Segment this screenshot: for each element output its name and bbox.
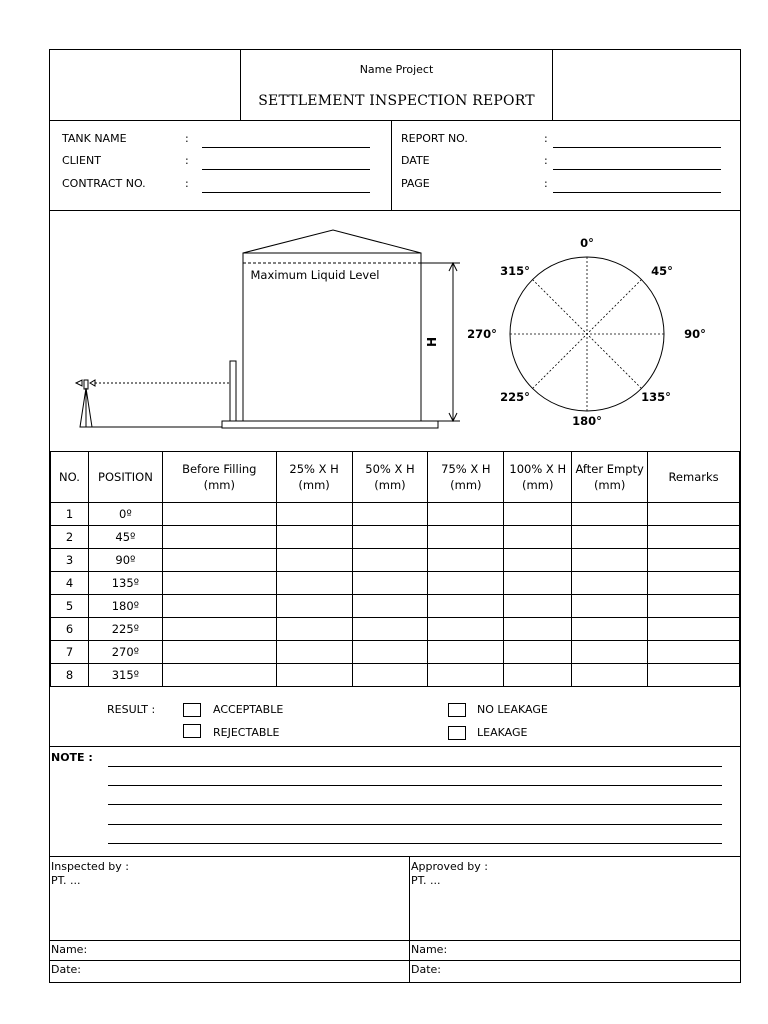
table-row xyxy=(51,618,740,641)
row-number: 6 xyxy=(51,618,89,641)
measurement-cell[interactable] xyxy=(162,618,276,641)
measurement-cell[interactable] xyxy=(648,526,740,549)
table-row xyxy=(51,549,740,572)
angle-270: 270° xyxy=(467,327,497,341)
table-header-row xyxy=(51,452,740,503)
measurement-cell[interactable] xyxy=(276,641,352,664)
measurement-cell[interactable] xyxy=(276,526,352,549)
measurement-cell[interactable] xyxy=(572,618,648,641)
header-divider-right xyxy=(552,50,553,121)
result-separator xyxy=(50,746,740,747)
header-label: 75% X H xyxy=(441,462,491,476)
table-row xyxy=(51,572,740,595)
approved-company: PT. ... xyxy=(411,874,441,887)
col-100-percent xyxy=(504,452,572,503)
measurement-cell[interactable] xyxy=(352,526,428,549)
col-no xyxy=(51,452,89,503)
row-position: 135º xyxy=(88,572,162,595)
header-unit: (mm) xyxy=(522,478,554,492)
client-label: CLIENT xyxy=(62,154,101,167)
header-label: NO. xyxy=(59,470,80,484)
measurement-cell[interactable] xyxy=(504,641,572,664)
measurement-cell[interactable] xyxy=(428,618,504,641)
approver-name-label: Name: xyxy=(411,943,448,956)
rejectable-label: REJECTABLE xyxy=(213,726,280,739)
header-label: 50% X H xyxy=(365,462,415,476)
tank-roof xyxy=(243,230,421,253)
approver-date-label: Date: xyxy=(411,963,441,976)
row-position: 0º xyxy=(88,503,162,526)
measurement-cell[interactable] xyxy=(162,595,276,618)
measurement-cell[interactable] xyxy=(572,503,648,526)
measurement-cell[interactable] xyxy=(162,664,276,687)
colon: : xyxy=(544,177,548,190)
header-label: Remarks xyxy=(668,470,719,484)
measurement-cell[interactable] xyxy=(352,503,428,526)
measurement-cell[interactable] xyxy=(352,572,428,595)
measurement-cell[interactable] xyxy=(648,572,740,595)
header-label: After Empty xyxy=(575,462,644,476)
tank-name-label: TANK NAME xyxy=(62,132,127,145)
measurement-cell[interactable] xyxy=(162,503,276,526)
col-remarks xyxy=(648,452,740,503)
measurement-cell[interactable] xyxy=(572,641,648,664)
col-25-percent xyxy=(276,452,352,503)
row-number: 4 xyxy=(51,572,89,595)
report-no-label: REPORT NO. xyxy=(401,132,468,145)
measurement-cell[interactable] xyxy=(276,549,352,572)
info-divider xyxy=(391,120,392,210)
inspector-name-label: Name: xyxy=(51,943,88,956)
measurement-cell[interactable] xyxy=(648,641,740,664)
colon: : xyxy=(185,177,189,190)
colon: : xyxy=(544,132,548,145)
leakage-checkbox[interactable] xyxy=(448,726,466,740)
table-row xyxy=(51,641,740,664)
row-number: 1 xyxy=(51,503,89,526)
row-number: 2 xyxy=(51,526,89,549)
row-position: 270º xyxy=(88,641,162,664)
approved-by-label: Approved by : xyxy=(411,860,488,873)
measurement-cell[interactable] xyxy=(162,641,276,664)
col-50-percent xyxy=(352,452,428,503)
measurement-cell[interactable] xyxy=(572,526,648,549)
row-position: 225º xyxy=(88,618,162,641)
max-liquid-level: Maximum Liquid Level xyxy=(250,268,380,282)
measurement-cell[interactable] xyxy=(352,664,428,687)
measurement-cell[interactable] xyxy=(648,595,740,618)
measurement-cell[interactable] xyxy=(572,595,648,618)
row-position: 45º xyxy=(88,526,162,549)
measurement-cell[interactable] xyxy=(276,664,352,687)
angle-135: 135° xyxy=(641,390,671,404)
header-unit: (mm) xyxy=(593,478,626,492)
measurement-cell[interactable] xyxy=(648,618,740,641)
measurement-cell[interactable] xyxy=(648,664,740,687)
header-label: 25% X H xyxy=(289,462,339,476)
table-row xyxy=(51,503,740,526)
note-line[interactable] xyxy=(108,824,722,825)
table-row xyxy=(51,664,740,687)
survey-staff xyxy=(230,361,236,421)
measurement-cell[interactable] xyxy=(428,595,504,618)
measurement-cell[interactable] xyxy=(428,526,504,549)
row-position: 90º xyxy=(88,549,162,572)
page-field[interactable] xyxy=(553,192,721,193)
measurement-cell[interactable] xyxy=(504,664,572,687)
col-75-percent xyxy=(428,452,504,503)
colon: : xyxy=(185,132,189,145)
measurement-cell[interactable] xyxy=(162,572,276,595)
measurement-cell[interactable] xyxy=(648,503,740,526)
colon: : xyxy=(544,154,548,167)
table-row xyxy=(51,526,740,549)
angle-315: 315° xyxy=(500,264,530,278)
measurement-cell[interactable] xyxy=(276,572,352,595)
contract-no-field[interactable] xyxy=(202,192,370,193)
row-number: 5 xyxy=(51,595,89,618)
measurement-cell[interactable] xyxy=(352,549,428,572)
measurement-cell[interactable] xyxy=(428,503,504,526)
note-line[interactable] xyxy=(108,843,722,844)
measurement-cell[interactable] xyxy=(504,526,572,549)
inspected-company: PT. ... xyxy=(51,874,81,887)
measurement-cell[interactable] xyxy=(352,641,428,664)
leakage-label: LEAKAGE xyxy=(477,726,528,739)
header-divider-left xyxy=(240,50,241,121)
acceptable-label: ACCEPTABLE xyxy=(213,703,284,716)
measurement-cell[interactable] xyxy=(428,641,504,664)
date-field[interactable] xyxy=(553,169,721,170)
row-position: 180º xyxy=(88,595,162,618)
col-after-empty xyxy=(572,452,648,503)
header-unit: (mm) xyxy=(374,478,406,492)
col-position xyxy=(88,452,162,503)
measurement-cell[interactable] xyxy=(572,664,648,687)
row-number: 8 xyxy=(51,664,89,687)
header-label: 100% X H xyxy=(509,462,567,476)
measurement-cell[interactable] xyxy=(504,618,572,641)
angle-180: 180° xyxy=(572,414,602,428)
angle-225: 225° xyxy=(500,390,530,404)
note-line[interactable] xyxy=(108,804,722,805)
measurement-cell[interactable] xyxy=(572,549,648,572)
angle-0: 0° xyxy=(580,236,594,250)
measurement-cell[interactable] xyxy=(428,572,504,595)
angle-90: 90° xyxy=(684,327,706,341)
contract-no-label: CONTRACT NO. xyxy=(62,177,146,190)
table-row xyxy=(51,595,740,618)
no-leakage-label: NO LEAKAGE xyxy=(477,703,548,716)
measurement-cell[interactable] xyxy=(572,572,648,595)
row-number: 7 xyxy=(51,641,89,664)
note-line[interactable] xyxy=(108,785,722,786)
header-unit: (mm) xyxy=(450,478,482,492)
header-label: Before Filling xyxy=(182,462,257,476)
note-label: NOTE : xyxy=(51,751,93,764)
inspector-date-label: Date: xyxy=(51,963,81,976)
measurement-cell[interactable] xyxy=(504,572,572,595)
measurement-cell[interactable] xyxy=(276,503,352,526)
signature-date-separator xyxy=(50,960,740,961)
header-unit: (mm) xyxy=(203,478,235,492)
measurement-cell[interactable] xyxy=(504,549,572,572)
measurement-cell[interactable] xyxy=(504,595,572,618)
row-number: 3 xyxy=(51,549,89,572)
acceptable-checkbox[interactable] xyxy=(183,703,201,717)
measurement-cell[interactable] xyxy=(162,549,276,572)
client-field[interactable] xyxy=(202,169,370,170)
note-separator xyxy=(50,856,740,857)
measurement-cell[interactable] xyxy=(504,503,572,526)
inspected-by-label: Inspected by : xyxy=(51,860,129,873)
signature-name-separator xyxy=(50,940,740,941)
measurement-cell[interactable] xyxy=(428,664,504,687)
tank-foundation xyxy=(222,421,438,428)
angle-45: 45° xyxy=(651,264,673,278)
settlement-inspection-form xyxy=(49,49,741,983)
col-before-filling xyxy=(162,452,276,503)
measurement-cell[interactable] xyxy=(162,526,276,549)
report-no-field[interactable] xyxy=(553,147,721,148)
header-unit: (mm) xyxy=(298,478,330,492)
colon: : xyxy=(185,154,189,167)
settlement-table xyxy=(50,451,740,687)
measurement-cell[interactable] xyxy=(352,595,428,618)
row-position: 315º xyxy=(88,664,162,687)
tank-name-field[interactable] xyxy=(202,147,370,148)
page-label: PAGE xyxy=(401,177,430,190)
height-symbol: H xyxy=(425,336,439,348)
name-project: Name Project xyxy=(359,63,434,76)
measurement-cell[interactable] xyxy=(352,618,428,641)
survey-instrument-icon xyxy=(76,380,95,427)
note-line[interactable] xyxy=(108,766,722,767)
measurement-cell[interactable] xyxy=(648,549,740,572)
rejectable-checkbox[interactable] xyxy=(183,724,201,738)
date-label: DATE xyxy=(401,154,430,167)
measurement-cell[interactable] xyxy=(276,618,352,641)
no-leakage-checkbox[interactable] xyxy=(448,703,466,717)
report-title: SETTLEMENT INSPECTION REPORT xyxy=(258,93,535,109)
measurement-cell[interactable] xyxy=(428,549,504,572)
result-label: RESULT : xyxy=(107,703,156,716)
header-separator xyxy=(50,120,740,121)
header-label: POSITION xyxy=(98,470,153,484)
signature-divider xyxy=(409,856,410,982)
tank-diagram xyxy=(50,211,740,451)
measurement-cell[interactable] xyxy=(276,595,352,618)
